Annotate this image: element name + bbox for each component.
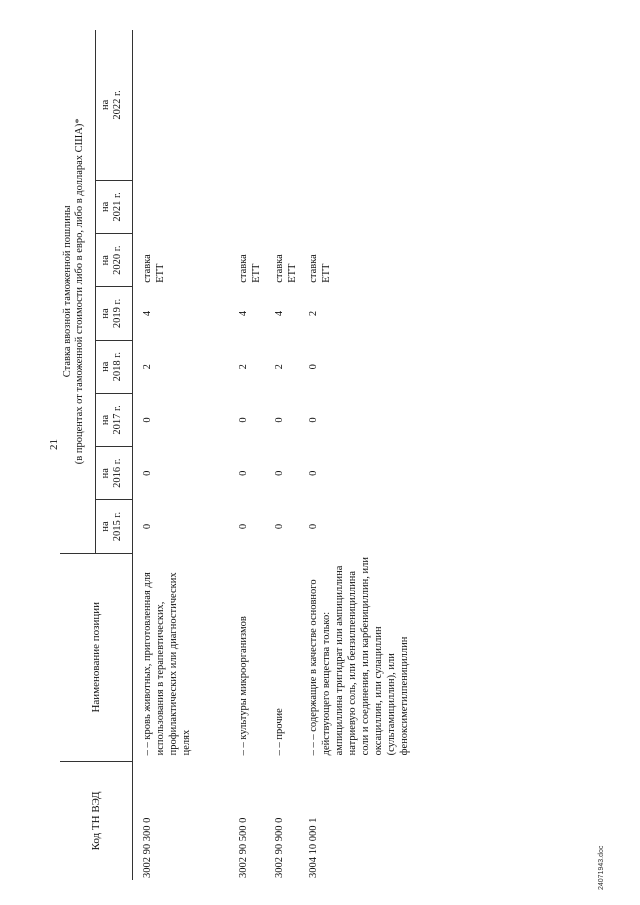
table-header <box>60 30 133 880</box>
row-name: – – прочие <box>273 708 285 756</box>
rate-cell: 4 <box>142 310 153 317</box>
header-year: на 2020 г. <box>95 234 132 287</box>
header-year: на 2021 г. <box>95 180 132 233</box>
rate-cell: 0 <box>142 470 153 476</box>
header-rate-title <box>60 30 95 553</box>
table-body <box>133 30 499 880</box>
row-code: 3002 90 300 0 <box>142 817 153 878</box>
row-name: – – – содержащие в качестве основного действующего вещества только: ампициллина тригидрат или ампициллина натриевую соль, или бензилпенициллина соли и соединения, или карбенициллин, или оксациллин, или сулациллин (сультамициллин), или феноксиметилпенициллин <box>307 556 410 756</box>
rate-cell <box>229 180 265 233</box>
page-number: 21 <box>48 439 60 450</box>
rotated-page-content <box>60 20 580 880</box>
rate-cell: 2 <box>237 364 249 370</box>
table-row <box>229 30 265 880</box>
rate-cell: 2 <box>307 310 319 317</box>
rate-cell: 0 <box>307 523 319 530</box>
rate-title-line2: (в процентах от таможенной стоимости либо в евро, либо в долларах США)* <box>74 118 85 465</box>
header-year: на 2015 г. <box>95 500 132 553</box>
table-row <box>133 30 229 880</box>
rate-cell: 0 <box>273 523 285 530</box>
rate-cell <box>299 180 499 233</box>
row-name: – – кровь животных, приготовленная для использования в терапевтических, профилактических или диагностических целях <box>142 572 192 756</box>
table-row <box>265 30 299 880</box>
rate-cell: 0 <box>307 364 319 370</box>
rate-cell <box>133 180 229 233</box>
rate-cell: 4 <box>237 310 249 317</box>
rate-cell: 2 <box>142 364 153 370</box>
row-name: – – культуры микроорганизмов <box>237 616 249 756</box>
rate-cell: 0 <box>273 417 285 423</box>
header-code: Код ТН ВЭД <box>60 761 133 880</box>
row-code: 3002 90 500 0 <box>237 817 249 878</box>
rate-cell: ставка ЕТТ <box>307 254 332 283</box>
row-code: 3002 90 900 0 <box>273 817 285 878</box>
header-year: на 2016 г. <box>95 447 132 500</box>
rate-cell: 0 <box>273 470 285 476</box>
rate-title-line1: Ставка ввозной таможенной пошлины <box>62 205 73 378</box>
header-name: Наименование позиции <box>60 553 133 761</box>
rate-cell: ставка ЕТТ <box>237 254 262 283</box>
header-year: на 2018 г. <box>95 340 132 393</box>
rate-cell: 0 <box>307 417 319 423</box>
rate-cell: 2 <box>273 364 285 370</box>
rate-cell: 0 <box>237 470 249 476</box>
rate-cell: ставка ЕТТ <box>142 254 166 283</box>
tariff-table <box>60 30 499 880</box>
rate-cell <box>133 30 229 180</box>
rate-cell: ставка ЕТТ <box>273 254 298 283</box>
rate-cell <box>265 180 299 233</box>
row-code: 3004 10 000 1 <box>307 817 319 878</box>
rate-cell <box>265 30 299 180</box>
table-row <box>299 30 499 880</box>
rate-cell <box>229 30 265 180</box>
document-filename: 24071943.doc <box>598 845 605 890</box>
rate-cell: 0 <box>237 523 249 530</box>
rate-cell: 0 <box>307 470 319 476</box>
header-year: на 2022 г. <box>95 30 132 180</box>
rate-cell: 0 <box>142 417 153 423</box>
header-year: на 2019 г. <box>95 287 132 340</box>
rate-cell: 4 <box>273 310 285 317</box>
rate-cell: 0 <box>142 523 153 530</box>
rate-cell <box>299 30 499 180</box>
rate-cell: 0 <box>237 417 249 423</box>
header-year: на 2017 г. <box>95 393 132 446</box>
